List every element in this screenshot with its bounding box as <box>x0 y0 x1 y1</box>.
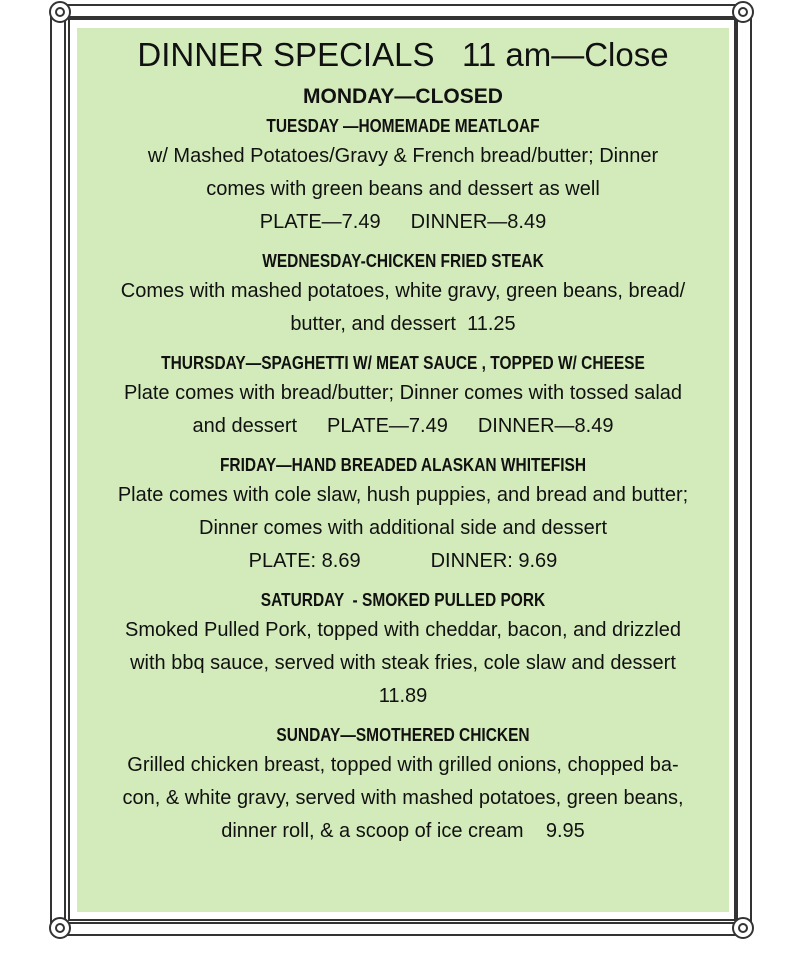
saturday-heading: SATURDAY - SMOKED PULLED PORK <box>260 590 546 610</box>
saturday-price: 11.89 <box>378 685 428 707</box>
saturday-desc-line2: with bbq sauce, served with steak fries, cole slaw and dessert <box>130 652 676 674</box>
monday-heading: MONDAY—CLOSED <box>303 85 503 108</box>
wednesday-price: 11.25 <box>467 313 516 335</box>
friday-section <box>77 451 729 578</box>
saturday-section <box>77 586 729 713</box>
corner-ornament-icon <box>732 1 754 23</box>
wednesday-heading: WEDNESDAY-CHICKEN FRIED STEAK <box>262 251 544 271</box>
friday-dinner-price: DINNER: 9.69 <box>430 550 558 572</box>
tuesday-dinner-price: DINNER—8.49 <box>410 211 547 233</box>
tuesday-prices <box>77 206 729 239</box>
wednesday-desc-line1: Comes with mashed potatoes, white gravy, green beans, bread/ <box>120 280 686 302</box>
friday-plate-price: PLATE: 8.69 <box>248 550 361 572</box>
thursday-desc-line2-text: and dessert <box>192 415 298 437</box>
frame-left-rail <box>50 14 66 926</box>
thursday-plate-price: PLATE—7.49 <box>327 415 448 437</box>
thursday-desc-line1: Plate comes with bread/butter; Dinner comes with tossed salad <box>123 382 683 404</box>
corner-ornament-icon <box>49 917 71 939</box>
tuesday-section <box>77 112 729 239</box>
frame-bottom-rail <box>62 922 742 936</box>
tuesday-plate-price: PLATE—7.49 <box>259 211 381 233</box>
sunday-heading: SUNDAY—SMOTHERED CHICKEN <box>276 725 530 745</box>
frame-top-rail <box>62 4 742 18</box>
tuesday-desc-line2: comes with green beans and dessert as well <box>206 178 600 200</box>
sunday-desc-line3-text: dinner roll, & a scoop of ice cream <box>221 820 524 842</box>
sunday-section <box>77 721 729 848</box>
sunday-desc-line3 <box>77 815 729 848</box>
corner-ornament-icon <box>732 917 754 939</box>
wednesday-section <box>77 247 729 341</box>
friday-desc-line1: Plate comes with cole slaw, hush puppies, and bread and butter; <box>117 484 689 506</box>
tuesday-desc-line1: w/ Mashed Potatoes/Gravy & French bread/butter; Dinner <box>147 145 659 167</box>
wednesday-desc-line2-text: butter, and dessert <box>290 313 456 335</box>
friday-prices <box>77 545 729 578</box>
sunday-price: 9.95 <box>545 820 585 842</box>
page-title: DINNER SPECIALS 11 am—Close <box>137 36 669 73</box>
frame-right-rail <box>736 14 752 926</box>
thursday-desc-line2 <box>77 410 729 443</box>
menu-content <box>77 30 729 848</box>
thursday-heading: THURSDAY—SPAGHETTI W/ MEAT SAUCE , TOPPED W/ CHEESE <box>161 353 645 373</box>
friday-desc-line2: Dinner comes with additional side and dessert <box>199 517 607 539</box>
thursday-section <box>77 349 729 443</box>
tuesday-heading: TUESDAY —HOMEMADE MEATLOAF <box>266 116 540 136</box>
saturday-desc-line1: Smoked Pulled Pork, topped with cheddar, bacon, and drizzled <box>125 619 681 641</box>
corner-ornament-icon <box>49 1 71 23</box>
wednesday-desc-line2 <box>77 308 729 341</box>
friday-heading: FRIDAY—HAND BREADED ALASKAN WHITEFISH <box>219 455 587 475</box>
sunday-desc-line1: Grilled chicken breast, topped with grilled onions, chopped ba- <box>127 754 679 776</box>
sunday-desc-line2: con, & white gravy, served with mashed potatoes, green beans, <box>122 787 684 809</box>
thursday-dinner-price: DINNER—8.49 <box>477 415 614 437</box>
